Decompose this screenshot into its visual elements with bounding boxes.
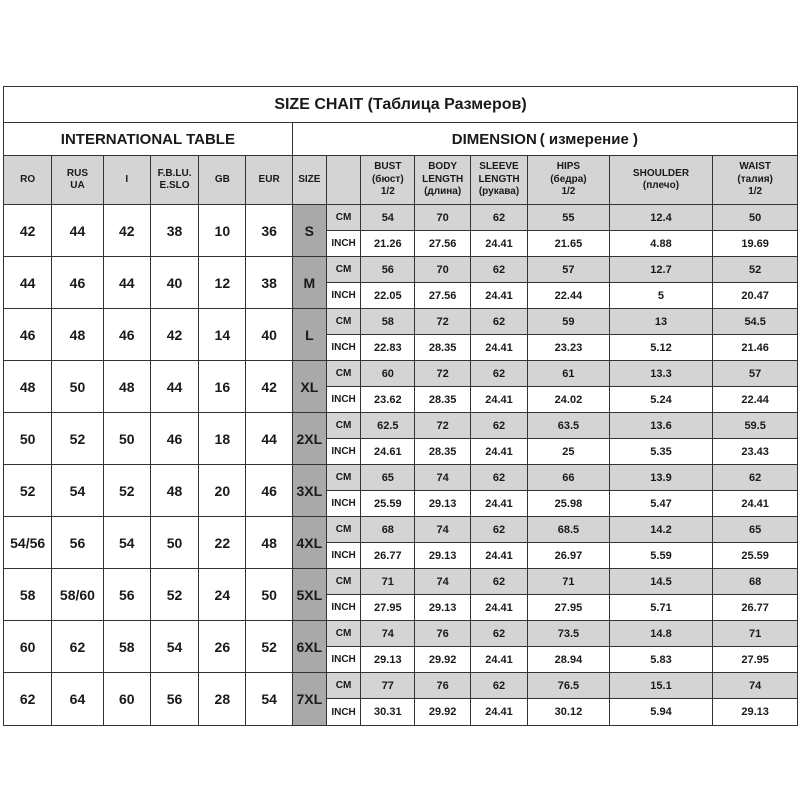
cm-value-cell: 58 (361, 309, 415, 335)
cm-value-cell: 14.8 (609, 621, 713, 647)
international-size-cell: 52 (103, 465, 150, 517)
cm-value-cell: 57 (528, 257, 610, 283)
international-size-cell: 52 (52, 413, 103, 465)
inch-value-cell: 24.41 (713, 491, 798, 517)
international-size-cell: 14 (199, 309, 246, 361)
unit-inch-label: INCH (326, 543, 360, 569)
intl-header (199, 156, 246, 205)
international-size-cell: 46 (150, 413, 198, 465)
cm-value-cell: 62 (470, 361, 527, 387)
inch-value-cell: 19.69 (713, 231, 798, 257)
cm-value-cell: 59 (528, 309, 610, 335)
inch-value-cell: 4.88 (609, 231, 713, 257)
cm-value-cell: 68 (361, 517, 415, 543)
cm-value-cell: 15.1 (609, 673, 713, 699)
cm-value-cell: 74 (415, 465, 470, 491)
table-row-cm (4, 413, 798, 439)
international-size-cell: 52 (4, 465, 52, 517)
inch-value-cell: 28.35 (415, 335, 470, 361)
size-label-cell: 3XL (292, 465, 326, 517)
international-size-cell: 58/60 (52, 569, 103, 621)
international-size-cell: 48 (150, 465, 198, 517)
inch-value-cell: 24.41 (470, 387, 527, 413)
cm-value-cell: 54 (361, 205, 415, 231)
table-row-cm (4, 257, 798, 283)
dimension-header-line: (рукава) (478, 186, 520, 198)
size-label-cell: L (292, 309, 326, 361)
international-size-cell: 48 (52, 309, 103, 361)
international-size-cell: 46 (4, 309, 52, 361)
size-header: SIZE (292, 156, 326, 205)
cm-value-cell: 56 (361, 257, 415, 283)
international-size-cell: 46 (52, 257, 103, 309)
dimension-header-line: HIPS (556, 161, 581, 173)
unit-inch-label: INCH (326, 387, 360, 413)
inch-value-cell: 23.43 (713, 439, 798, 465)
international-size-cell: 42 (4, 205, 52, 257)
international-size-cell: 44 (52, 205, 103, 257)
international-size-cell: 44 (4, 257, 52, 309)
inch-value-cell: 26.97 (528, 543, 610, 569)
header-row (4, 156, 798, 205)
international-size-cell: 42 (103, 205, 150, 257)
cm-value-cell: 50 (713, 205, 798, 231)
international-size-cell: 24 (199, 569, 246, 621)
international-size-cell: 50 (246, 569, 292, 621)
inch-value-cell: 20.47 (713, 283, 798, 309)
dimension-header (609, 156, 713, 205)
cm-value-cell: 68 (713, 569, 798, 595)
cm-value-cell: 62 (470, 569, 527, 595)
dimension-header-line: 1/2 (561, 186, 576, 198)
inch-value-cell: 5.35 (609, 439, 713, 465)
unit-header (326, 156, 360, 205)
dimension-header (361, 156, 415, 205)
intl-header (246, 156, 292, 205)
international-size-cell: 50 (150, 517, 198, 569)
size-label-cell: XL (292, 361, 326, 413)
cm-value-cell: 70 (415, 257, 470, 283)
international-size-cell: 12 (199, 257, 246, 309)
inch-value-cell: 27.56 (415, 283, 470, 309)
inch-value-cell: 5 (609, 283, 713, 309)
dimension-header (415, 156, 470, 205)
cm-value-cell: 13.6 (609, 413, 713, 439)
unit-cm-label: CM (326, 309, 360, 335)
intl-header (150, 156, 198, 205)
inch-value-cell: 5.47 (609, 491, 713, 517)
international-size-cell: 64 (52, 673, 103, 726)
intl-header-line: UA (70, 180, 85, 191)
cm-value-cell: 62 (470, 413, 527, 439)
inch-value-cell: 24.41 (470, 231, 527, 257)
unit-inch-label: INCH (326, 595, 360, 621)
cm-value-cell: 62 (470, 257, 527, 283)
table-row-cm (4, 517, 798, 543)
cm-value-cell: 73.5 (528, 621, 610, 647)
cm-value-cell: 12.4 (609, 205, 713, 231)
cm-value-cell: 74 (361, 621, 415, 647)
cm-value-cell: 76 (415, 621, 470, 647)
international-size-cell: 44 (150, 361, 198, 413)
inch-value-cell: 5.83 (609, 647, 713, 673)
unit-inch-label: INCH (326, 647, 360, 673)
cm-value-cell: 74 (713, 673, 798, 699)
unit-inch-label: INCH (326, 231, 360, 257)
intl-header (4, 156, 52, 205)
dimension-header-line: LENGTH (478, 173, 520, 185)
inch-value-cell: 29.13 (361, 647, 415, 673)
international-size-cell: 26 (199, 621, 246, 673)
international-size-cell: 54 (52, 465, 103, 517)
cm-value-cell: 77 (361, 673, 415, 699)
cm-value-cell: 13 (609, 309, 713, 335)
cm-value-cell: 13.9 (609, 465, 713, 491)
dimension-header-line: (длина) (424, 186, 462, 198)
size-label-cell: M (292, 257, 326, 309)
size-label-cell: 5XL (292, 569, 326, 621)
international-size-cell: 54 (103, 517, 150, 569)
inch-value-cell: 27.95 (528, 595, 610, 621)
inch-value-cell: 29.92 (415, 647, 470, 673)
inch-value-cell: 28.35 (415, 439, 470, 465)
inch-value-cell: 25.59 (713, 543, 798, 569)
inch-value-cell: 24.41 (470, 283, 527, 309)
international-size-cell: 54 (150, 621, 198, 673)
inch-value-cell: 28.94 (528, 647, 610, 673)
inch-value-cell: 24.41 (470, 699, 527, 726)
inch-value-cell: 5.12 (609, 335, 713, 361)
cm-value-cell: 76 (415, 673, 470, 699)
cm-value-cell: 74 (415, 517, 470, 543)
international-size-cell: 16 (199, 361, 246, 413)
cm-value-cell: 71 (361, 569, 415, 595)
intl-header-line: RUS (66, 167, 89, 179)
inch-value-cell: 27.95 (713, 647, 798, 673)
intl-header-line: I (125, 173, 129, 185)
dimension-header-line: BODY (428, 161, 458, 173)
international-size-cell: 44 (246, 413, 292, 465)
inch-value-cell: 24.41 (470, 595, 527, 621)
international-size-cell: 60 (4, 621, 52, 673)
intl-header-line: EUR (258, 173, 280, 185)
intl-header (103, 156, 150, 205)
dimension-header (528, 156, 610, 205)
international-size-cell: 42 (150, 309, 198, 361)
cm-value-cell: 72 (415, 309, 470, 335)
cm-value-cell: 71 (528, 569, 610, 595)
unit-cm-label: CM (326, 413, 360, 439)
international-size-cell: 60 (103, 673, 150, 726)
international-size-cell: 54 (246, 673, 292, 726)
cm-value-cell: 70 (415, 205, 470, 231)
cm-value-cell: 61 (528, 361, 610, 387)
inch-value-cell: 21.65 (528, 231, 610, 257)
unit-cm-label: CM (326, 205, 360, 231)
cm-value-cell: 62 (470, 309, 527, 335)
cm-value-cell: 60 (361, 361, 415, 387)
cm-value-cell: 71 (713, 621, 798, 647)
inch-value-cell: 26.77 (713, 595, 798, 621)
international-size-cell: 18 (199, 413, 246, 465)
international-size-cell: 48 (246, 517, 292, 569)
cm-value-cell: 62 (470, 205, 527, 231)
table-row-cm (4, 621, 798, 647)
cm-value-cell: 13.3 (609, 361, 713, 387)
dimension-header-line: (талия) (737, 173, 773, 185)
international-size-cell: 40 (246, 309, 292, 361)
cm-value-cell: 63.5 (528, 413, 610, 439)
international-size-cell: 50 (52, 361, 103, 413)
international-table-title: INTERNATIONAL TABLE (4, 123, 293, 156)
inch-value-cell: 29.13 (415, 543, 470, 569)
dimension-header-line: 1/2 (380, 186, 395, 198)
international-size-cell: 58 (103, 621, 150, 673)
inch-value-cell: 28.35 (415, 387, 470, 413)
dimension-header-line: LENGTH (422, 173, 464, 185)
unit-cm-label: CM (326, 621, 360, 647)
dimension-header-line: SLEEVE (479, 161, 519, 173)
dimension-header-line: (плечо) (642, 180, 680, 191)
inch-value-cell: 5.24 (609, 387, 713, 413)
cm-value-cell: 65 (361, 465, 415, 491)
inch-value-cell: 29.13 (415, 491, 470, 517)
inch-value-cell: 21.26 (361, 231, 415, 257)
table-row-cm (4, 465, 798, 491)
unit-inch-label: INCH (326, 491, 360, 517)
inch-value-cell: 29.92 (415, 699, 470, 726)
intl-header-line: E.SLO (159, 180, 190, 191)
international-size-cell: 38 (150, 205, 198, 257)
dimension-title: DIMENSION ( измерение ) (292, 123, 797, 156)
table-row-cm (4, 309, 798, 335)
unit-cm-label: CM (326, 361, 360, 387)
inch-value-cell: 30.12 (528, 699, 610, 726)
cm-value-cell: 12.7 (609, 257, 713, 283)
cm-value-cell: 59.5 (713, 413, 798, 439)
size-label-cell: 4XL (292, 517, 326, 569)
table-row-cm (4, 673, 798, 699)
unit-cm-label: CM (326, 465, 360, 491)
international-size-cell: 36 (246, 205, 292, 257)
cm-value-cell: 62 (470, 465, 527, 491)
cm-value-cell: 72 (415, 413, 470, 439)
cm-value-cell: 55 (528, 205, 610, 231)
cm-value-cell: 57 (713, 361, 798, 387)
inch-value-cell: 30.31 (361, 699, 415, 726)
inch-value-cell: 5.71 (609, 595, 713, 621)
inch-value-cell: 25.98 (528, 491, 610, 517)
intl-header-line: RO (20, 173, 36, 185)
international-size-cell: 48 (103, 361, 150, 413)
international-size-cell: 56 (150, 673, 198, 726)
international-size-cell: 52 (150, 569, 198, 621)
unit-inch-label: INCH (326, 283, 360, 309)
table-row-cm (4, 361, 798, 387)
unit-cm-label: CM (326, 257, 360, 283)
cm-value-cell: 76.5 (528, 673, 610, 699)
table-row-cm (4, 205, 798, 231)
cm-value-cell: 62 (470, 673, 527, 699)
inch-value-cell: 24.02 (528, 387, 610, 413)
intl-header-line: F.B.LU. (157, 167, 192, 179)
dimension-header-line: SHOULDER (632, 167, 690, 179)
inch-value-cell: 5.59 (609, 543, 713, 569)
inch-value-cell: 22.44 (528, 283, 610, 309)
international-size-cell: 54/56 (4, 517, 52, 569)
intl-header-line: GB (214, 173, 230, 185)
cm-value-cell: 54.5 (713, 309, 798, 335)
cm-value-cell: 74 (415, 569, 470, 595)
inch-value-cell: 24.41 (470, 491, 527, 517)
cm-value-cell: 62 (470, 621, 527, 647)
inch-value-cell: 27.95 (361, 595, 415, 621)
inch-value-cell: 24.41 (470, 439, 527, 465)
inch-value-cell: 24.41 (470, 647, 527, 673)
cm-value-cell: 14.5 (609, 569, 713, 595)
inch-value-cell: 25 (528, 439, 610, 465)
dimension-header-line: BUST (374, 161, 402, 173)
inch-value-cell: 22.05 (361, 283, 415, 309)
inch-value-cell: 29.13 (713, 699, 798, 726)
inch-value-cell: 23.23 (528, 335, 610, 361)
international-size-cell: 52 (246, 621, 292, 673)
international-size-cell: 56 (52, 517, 103, 569)
inch-value-cell: 24.61 (361, 439, 415, 465)
international-size-cell: 44 (103, 257, 150, 309)
unit-inch-label: INCH (326, 699, 360, 726)
international-size-cell: 50 (4, 413, 52, 465)
size-label-cell: S (292, 205, 326, 257)
table-row-cm (4, 569, 798, 595)
size-label-cell: 6XL (292, 621, 326, 673)
inch-value-cell: 24.41 (470, 335, 527, 361)
international-size-cell: 62 (4, 673, 52, 726)
chart-title: SIZE CHAIT (Таблица Размеров) (4, 87, 798, 123)
inch-value-cell: 22.83 (361, 335, 415, 361)
international-size-cell: 50 (103, 413, 150, 465)
inch-value-cell: 23.62 (361, 387, 415, 413)
international-size-cell: 46 (246, 465, 292, 517)
dimension-header (470, 156, 527, 205)
cm-value-cell: 62 (470, 517, 527, 543)
international-size-cell: 20 (199, 465, 246, 517)
inch-value-cell: 27.56 (415, 231, 470, 257)
size-label-cell: 2XL (292, 413, 326, 465)
unit-inch-label: INCH (326, 439, 360, 465)
inch-value-cell: 25.59 (361, 491, 415, 517)
inch-value-cell: 22.44 (713, 387, 798, 413)
cm-value-cell: 62.5 (361, 413, 415, 439)
cm-value-cell: 14.2 (609, 517, 713, 543)
international-size-cell: 62 (52, 621, 103, 673)
dimension-header-line: (бюст) (371, 173, 404, 185)
cm-value-cell: 65 (713, 517, 798, 543)
cm-value-cell: 68.5 (528, 517, 610, 543)
size-chart-table (3, 86, 798, 726)
international-size-cell: 10 (199, 205, 246, 257)
international-size-cell: 38 (246, 257, 292, 309)
international-size-cell: 56 (103, 569, 150, 621)
international-size-cell: 58 (4, 569, 52, 621)
cm-value-cell: 72 (415, 361, 470, 387)
unit-cm-label: CM (326, 517, 360, 543)
intl-header (52, 156, 103, 205)
inch-value-cell: 26.77 (361, 543, 415, 569)
dimension-header (713, 156, 798, 205)
international-size-cell: 22 (199, 517, 246, 569)
dimension-header-line: WAIST (739, 161, 771, 173)
international-size-cell: 40 (150, 257, 198, 309)
cm-value-cell: 66 (528, 465, 610, 491)
unit-inch-label: INCH (326, 335, 360, 361)
dimension-header-line: (бедра) (550, 173, 587, 185)
inch-value-cell: 5.94 (609, 699, 713, 726)
unit-cm-label: CM (326, 569, 360, 595)
international-size-cell: 48 (4, 361, 52, 413)
cm-value-cell: 62 (713, 465, 798, 491)
inch-value-cell: 21.46 (713, 335, 798, 361)
international-size-cell: 28 (199, 673, 246, 726)
unit-cm-label: CM (326, 673, 360, 699)
inch-value-cell: 29.13 (415, 595, 470, 621)
inch-value-cell: 24.41 (470, 543, 527, 569)
size-label-cell: 7XL (292, 673, 326, 726)
dimension-header-line: 1/2 (748, 186, 763, 198)
cm-value-cell: 52 (713, 257, 798, 283)
international-size-cell: 42 (246, 361, 292, 413)
international-size-cell: 46 (103, 309, 150, 361)
